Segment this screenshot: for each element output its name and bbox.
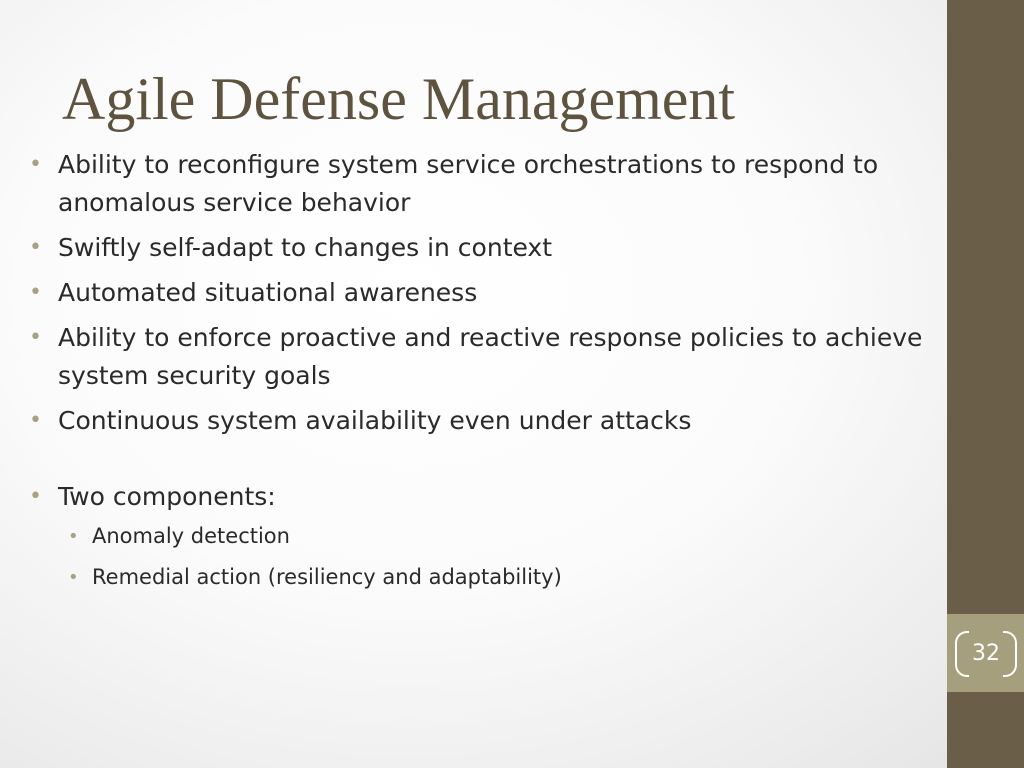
- bullet-item: • Ability to enforce proactive and reactive response policies to achieve system security goals: [28, 319, 938, 395]
- bullet-item: • Continuous system availability even under attacks: [28, 402, 938, 440]
- sub-bullet-item: • Remedial action (resiliency and adaptability): [58, 561, 938, 594]
- slide-title: Agile Defense Management: [62, 66, 736, 132]
- bullet-item-components: [28, 478, 938, 594]
- bullet-item: • Automated situational awareness: [28, 274, 938, 312]
- bullet-item: • Ability to reconfigure system service orchestrations to respond to anomalous service behavior: [28, 146, 938, 222]
- bullet-item: • Swiftly self-adapt to changes in context: [28, 229, 938, 267]
- slide-number: 32: [972, 641, 1000, 666]
- sub-bullet-item: • Anomaly detection: [58, 520, 938, 553]
- bullet-list: [28, 146, 938, 602]
- bullet-item-label: Two components:: [58, 482, 276, 511]
- sub-bullet-list: [58, 520, 938, 594]
